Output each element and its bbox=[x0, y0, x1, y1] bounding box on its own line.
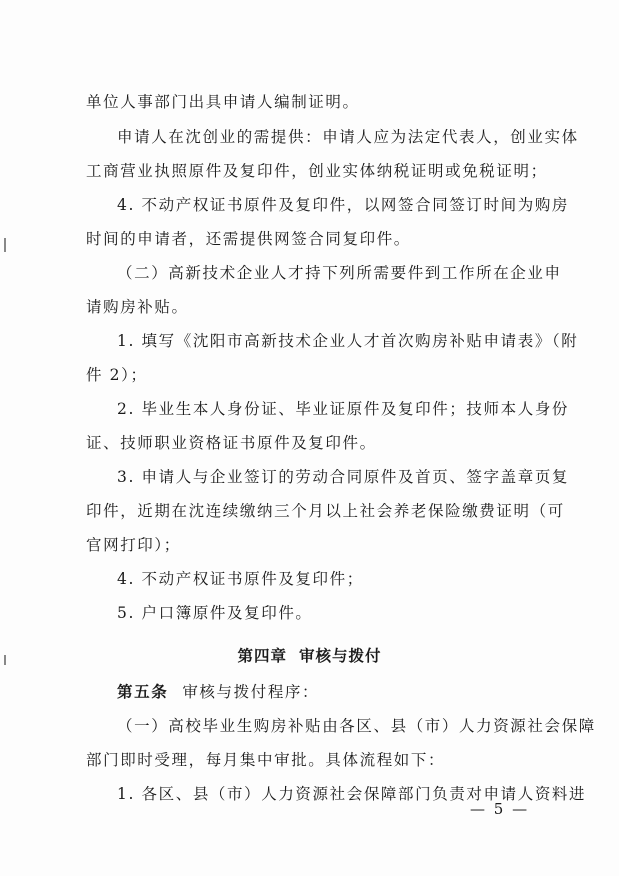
article-text: 审核与拨付程序： bbox=[182, 683, 320, 701]
chapter-title: 审核与拨付 bbox=[299, 647, 382, 665]
paragraph-line: 件 2）； bbox=[86, 366, 148, 384]
paragraph-line: 申请人在沈创业的需提供：申请人应为法定代表人，创业实体 bbox=[117, 128, 579, 146]
paragraph-line: 2. 毕业生本人身份证、毕业证原件及复印件；技师本人身份 bbox=[117, 400, 570, 418]
paragraph-line: 4. 不动产权证书原件及复印件，以网签合同签订时间为购房 bbox=[117, 196, 570, 214]
paragraph-line: 1. 填写《沈阳市高新技术企业人才首次购房补贴申请表》（附 bbox=[117, 332, 579, 350]
paragraph-line: 官网打印）； bbox=[86, 536, 181, 554]
paragraph-line: 证、技师职业资格证书原件及复印件。 bbox=[86, 434, 377, 452]
scan-mark bbox=[4, 238, 6, 252]
paragraph-line: 4. 不动产权证书原件及复印件； bbox=[117, 570, 364, 588]
paragraph-line: 单位人事部门出具申请人编制证明。 bbox=[86, 93, 360, 111]
paragraph-line: 请购房补贴。 bbox=[86, 298, 189, 316]
paragraph-line: 工商营业执照原件及复印件，创业实体纳税证明或免税证明； bbox=[86, 162, 548, 180]
paragraph-line: 5. 户口簿原件及复印件。 bbox=[117, 604, 313, 622]
paragraph-line: （二）高新技术企业人才持下列所需要件到工作所在企业申 bbox=[117, 264, 562, 282]
paragraph-line: 部门即时受理，每月集中审批。具体流程如下： bbox=[86, 751, 446, 769]
page-number: — 5 — bbox=[470, 800, 530, 818]
paragraph-line: 时间的申请者，还需提供网签合同复印件。 bbox=[86, 230, 411, 248]
article-label: 第五条 bbox=[117, 683, 169, 701]
chapter-heading bbox=[0, 646, 619, 666]
chapter-number: 第四章 bbox=[237, 647, 287, 665]
paragraph-line: 3. 申请人与企业签订的劳动合同原件及首页、签字盖章页复 bbox=[117, 468, 570, 486]
paragraph-line: 1. 各区、县（市）人力资源社会保障部门负责对申请人资料进 bbox=[117, 785, 587, 803]
paragraph-line: （一）高校毕业生购房补贴由各区、县（市）人力资源社会保障 bbox=[117, 717, 596, 735]
article-line bbox=[117, 682, 537, 702]
paragraph-line: 印件，近期在沈连续缴纳三个月以上社会养老保险缴费证明（可 bbox=[86, 502, 565, 520]
